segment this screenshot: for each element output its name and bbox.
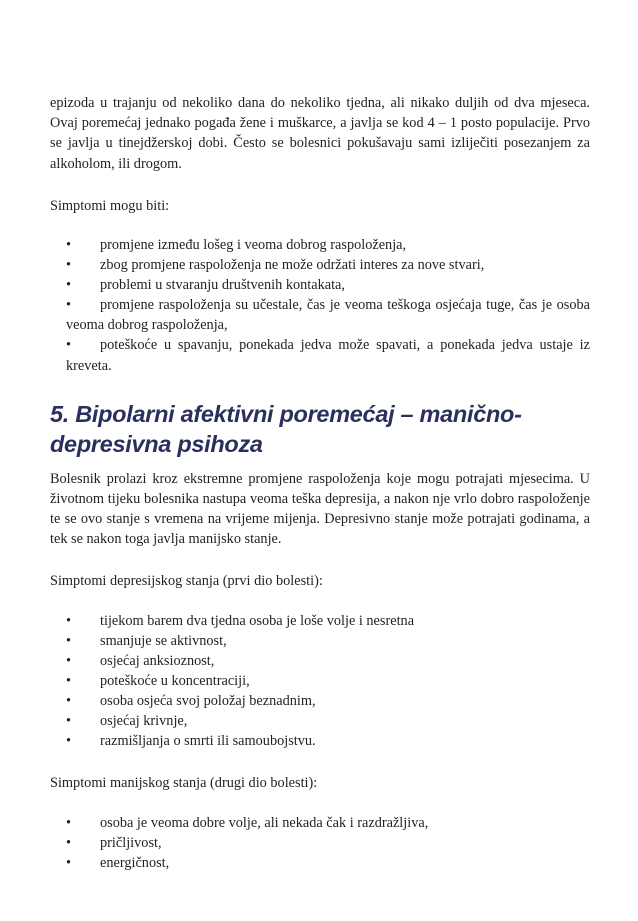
bullet-icon: •	[66, 612, 72, 629]
manic-symptoms-heading: Simptomi manijskog stanja (drugi dio bolesti):	[50, 775, 318, 792]
bullet-icon: •	[66, 632, 72, 649]
list-item: • smanjuje se aktivnost,	[66, 631, 590, 651]
list-item: • poteškoće u spavanju, ponekada jedva može spavati, a ponekada jedva ustaje iz kreveta.	[66, 337, 590, 374]
depressive-symptoms-heading: Simptomi depresijskog stanja (prvi dio bolesti):	[50, 573, 323, 590]
section-paragraph: Bolesnik prolazi kroz ekstremne promjene raspoloženja koje mogu potrajati mjesecima. U životnom tijeku bolesnika nastupa veoma teška depresija, a nakon nje vrlo dobro raspoloženje te se ovo stanje s vremena na vrijeme mijenja. Depresivno stanje može potrajati godinama, a tek se nakon toga javlja manijsko stanje.	[50, 470, 590, 548]
bullet-icon: •	[66, 672, 72, 689]
symptoms-list	[50, 235, 590, 376]
list-item: • problemi u stvaranju društvenih kontakata,	[66, 275, 590, 295]
list-item: • osoba osjeća svoj položaj beznadnim,	[66, 691, 590, 711]
bullet-icon: •	[66, 337, 72, 354]
bullet-icon: •	[66, 854, 72, 871]
section-title: 5. Bipolarni afektivni poremećaj – manično- depresivna psihoza	[50, 400, 522, 457]
list-item: • osjećaj anksioznost,	[66, 651, 590, 671]
list-item: • promjene između lošeg i veoma dobrog raspoloženja,	[66, 235, 590, 255]
list-item: • zbog promjene raspoloženja ne može održati interes za nove stvari,	[66, 255, 590, 275]
symptoms-heading: Simptomi mogu biti:	[50, 197, 170, 214]
bullet-icon: •	[66, 814, 72, 831]
manic-symptoms-list	[50, 813, 590, 873]
list-item: • tijekom barem dva tjedna osoba je loše volje i nesretna	[66, 611, 590, 631]
bullet-icon: •	[66, 297, 72, 314]
list-item: • razmišljanja o smrti ili samoubojstvu.	[66, 731, 590, 751]
intro-paragraph: epizoda u trajanju od nekoliko dana do nekoliko tjedna, ali nikako duljih od dva mjeseca. Ovaj poremećaj jednako pogađa žene i muškarce, a javlja se kod 4 – 1 posto populacije. Prvo se javlja u tinejdžerskoj dobi. Često se bolesnici pokušavaju sami izliječiti posezanjem za alkoholom, ili drogom.	[50, 95, 590, 172]
bullet-icon: •	[66, 733, 72, 750]
bullet-icon: •	[66, 693, 72, 710]
list-item: • osjećaj krivnje,	[66, 711, 590, 731]
list-item: • energičnost,	[66, 853, 590, 873]
bullet-icon: •	[66, 257, 72, 274]
list-item: • pričljivost,	[66, 833, 590, 853]
bullet-icon: •	[66, 237, 72, 254]
bullet-icon: •	[66, 713, 72, 730]
list-item: • promjene raspoloženja su učestale, čas je veoma teškoga osjećaja tuge, čas je osoba veoma dobrog raspoloženja,	[66, 297, 590, 334]
list-item: • osoba je veoma dobre volje, ali nekada čak i razdražljiva,	[66, 813, 590, 833]
bullet-icon: •	[66, 834, 72, 851]
bullet-icon: •	[66, 652, 72, 669]
bullet-icon: •	[66, 277, 72, 294]
list-item: • poteškoće u koncentraciji,	[66, 671, 590, 691]
depressive-symptoms-list	[50, 611, 590, 752]
